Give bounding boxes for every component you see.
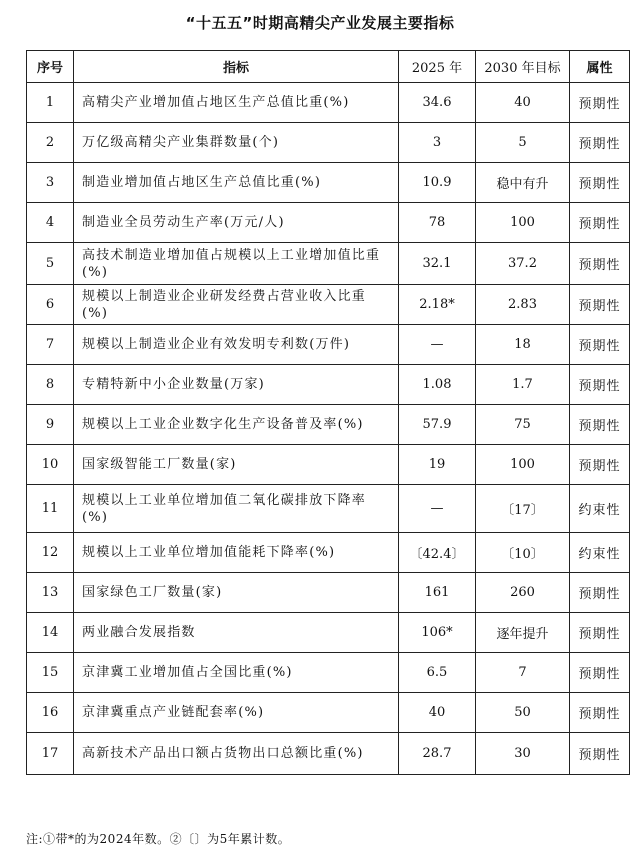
footnote: 注:①带*的为2024年数。②〔〕为5年累计数。 (26, 832, 291, 846)
indicator-name: 高新技术产品出口额占货物出口总额比重(%) (74, 733, 399, 775)
indicator-name: 京津冀重点产业链配套率(%) (74, 693, 399, 733)
row-number: 4 (27, 203, 74, 243)
value-2030-target: 100 (476, 445, 570, 485)
row-number: 9 (27, 405, 74, 445)
table-row (27, 325, 630, 365)
header-indicator: 指标 (74, 51, 399, 83)
row-number: 16 (27, 693, 74, 733)
table-row (27, 365, 630, 405)
table-row (27, 573, 630, 613)
row-number: 2 (27, 123, 74, 163)
attribute: 约束性 (570, 485, 630, 533)
value-2030-target: 5 (476, 123, 570, 163)
table-row (27, 203, 630, 243)
indicator-table (26, 50, 630, 775)
row-number: 12 (27, 533, 74, 573)
table-row (27, 243, 630, 285)
table-row (27, 653, 630, 693)
value-2030-target: 逐年提升 (476, 613, 570, 653)
value-2030-target: 75 (476, 405, 570, 445)
table-row (27, 123, 630, 163)
value-2025: — (399, 325, 476, 365)
indicator-name: 规模以上制造业企业研发经费占营业收入比重(%) (74, 285, 399, 325)
value-2025: 6.5 (399, 653, 476, 693)
value-2025: 2.18* (399, 285, 476, 325)
attribute: 预期性 (570, 733, 630, 775)
row-number: 6 (27, 285, 74, 325)
value-2025: 161 (399, 573, 476, 613)
table-header-row (27, 51, 630, 83)
row-number: 7 (27, 325, 74, 365)
table-row (27, 285, 630, 325)
page-title: “十五五”时期高精尖产业发展主要指标 (185, 14, 455, 32)
attribute: 预期性 (570, 405, 630, 445)
value-2025: 〔42.4〕 (399, 533, 476, 573)
value-2025: 106* (399, 613, 476, 653)
indicator-name: 规模以上制造业企业有效发明专利数(万件) (74, 325, 399, 365)
value-2025: 19 (399, 445, 476, 485)
indicator-name: 国家绿色工厂数量(家) (74, 573, 399, 613)
value-2030-target: 1.7 (476, 365, 570, 405)
value-2030-target: 稳中有升 (476, 163, 570, 203)
row-number: 5 (27, 243, 74, 285)
indicator-name: 京津冀工业增加值占全国比重(%) (74, 653, 399, 693)
table-row (27, 693, 630, 733)
table-row (27, 405, 630, 445)
table-row (27, 485, 630, 533)
attribute: 预期性 (570, 365, 630, 405)
value-2025: 10.9 (399, 163, 476, 203)
value-2025: 40 (399, 693, 476, 733)
value-2030-target: 〔10〕 (476, 533, 570, 573)
value-2030-target: 18 (476, 325, 570, 365)
table-row (27, 613, 630, 653)
row-number: 3 (27, 163, 74, 203)
value-2025: — (399, 485, 476, 533)
value-2030-target: 50 (476, 693, 570, 733)
header-attribute: 属性 (570, 51, 630, 83)
table-row (27, 445, 630, 485)
row-number: 13 (27, 573, 74, 613)
value-2025: 32.1 (399, 243, 476, 285)
indicator-name: 规模以上工业单位增加值能耗下降率(%) (74, 533, 399, 573)
value-2030-target: 37.2 (476, 243, 570, 285)
indicator-name: 规模以上工业企业数字化生产设备普及率(%) (74, 405, 399, 445)
indicator-name: 万亿级高精尖产业集群数量(个) (74, 123, 399, 163)
attribute: 预期性 (570, 243, 630, 285)
row-number: 1 (27, 83, 74, 123)
value-2025: 57.9 (399, 405, 476, 445)
value-2030-target: 260 (476, 573, 570, 613)
attribute: 预期性 (570, 83, 630, 123)
row-number: 15 (27, 653, 74, 693)
row-number: 17 (27, 733, 74, 775)
value-2030-target: 〔17〕 (476, 485, 570, 533)
value-2030-target: 40 (476, 83, 570, 123)
header-2025: 2025 年 (399, 51, 476, 83)
attribute: 预期性 (570, 573, 630, 613)
value-2030-target: 2.83 (476, 285, 570, 325)
attribute: 预期性 (570, 445, 630, 485)
attribute: 预期性 (570, 613, 630, 653)
attribute: 预期性 (570, 285, 630, 325)
header-no: 序号 (27, 51, 74, 83)
value-2025: 28.7 (399, 733, 476, 775)
indicator-name: 专精特新中小企业数量(万家) (74, 365, 399, 405)
indicator-name: 国家级智能工厂数量(家) (74, 445, 399, 485)
row-number: 11 (27, 485, 74, 533)
table-body (27, 83, 630, 775)
value-2025: 78 (399, 203, 476, 243)
row-number: 8 (27, 365, 74, 405)
attribute: 预期性 (570, 653, 630, 693)
indicator-name: 高技术制造业增加值占规模以上工业增加值比重(%) (74, 243, 399, 285)
value-2030-target: 30 (476, 733, 570, 775)
value-2030-target: 7 (476, 653, 570, 693)
table-row (27, 733, 630, 775)
attribute: 预期性 (570, 693, 630, 733)
indicator-name: 规模以上工业单位增加值二氧化碳排放下降率(%) (74, 485, 399, 533)
header-2030-target: 2030 年目标 (476, 51, 570, 83)
attribute: 预期性 (570, 163, 630, 203)
indicator-name: 制造业增加值占地区生产总值比重(%) (74, 163, 399, 203)
value-2025: 34.6 (399, 83, 476, 123)
row-number: 10 (27, 445, 74, 485)
table-row (27, 533, 630, 573)
value-2030-target: 100 (476, 203, 570, 243)
table-row (27, 163, 630, 203)
value-2025: 1.08 (399, 365, 476, 405)
indicator-name: 制造业全员劳动生产率(万元/人) (74, 203, 399, 243)
attribute: 预期性 (570, 203, 630, 243)
indicator-name: 两业融合发展指数 (74, 613, 399, 653)
row-number: 14 (27, 613, 74, 653)
indicator-name: 高精尖产业增加值占地区生产总值比重(%) (74, 83, 399, 123)
table-row (27, 83, 630, 123)
attribute: 预期性 (570, 123, 630, 163)
value-2025: 3 (399, 123, 476, 163)
attribute: 预期性 (570, 325, 630, 365)
attribute: 约束性 (570, 533, 630, 573)
